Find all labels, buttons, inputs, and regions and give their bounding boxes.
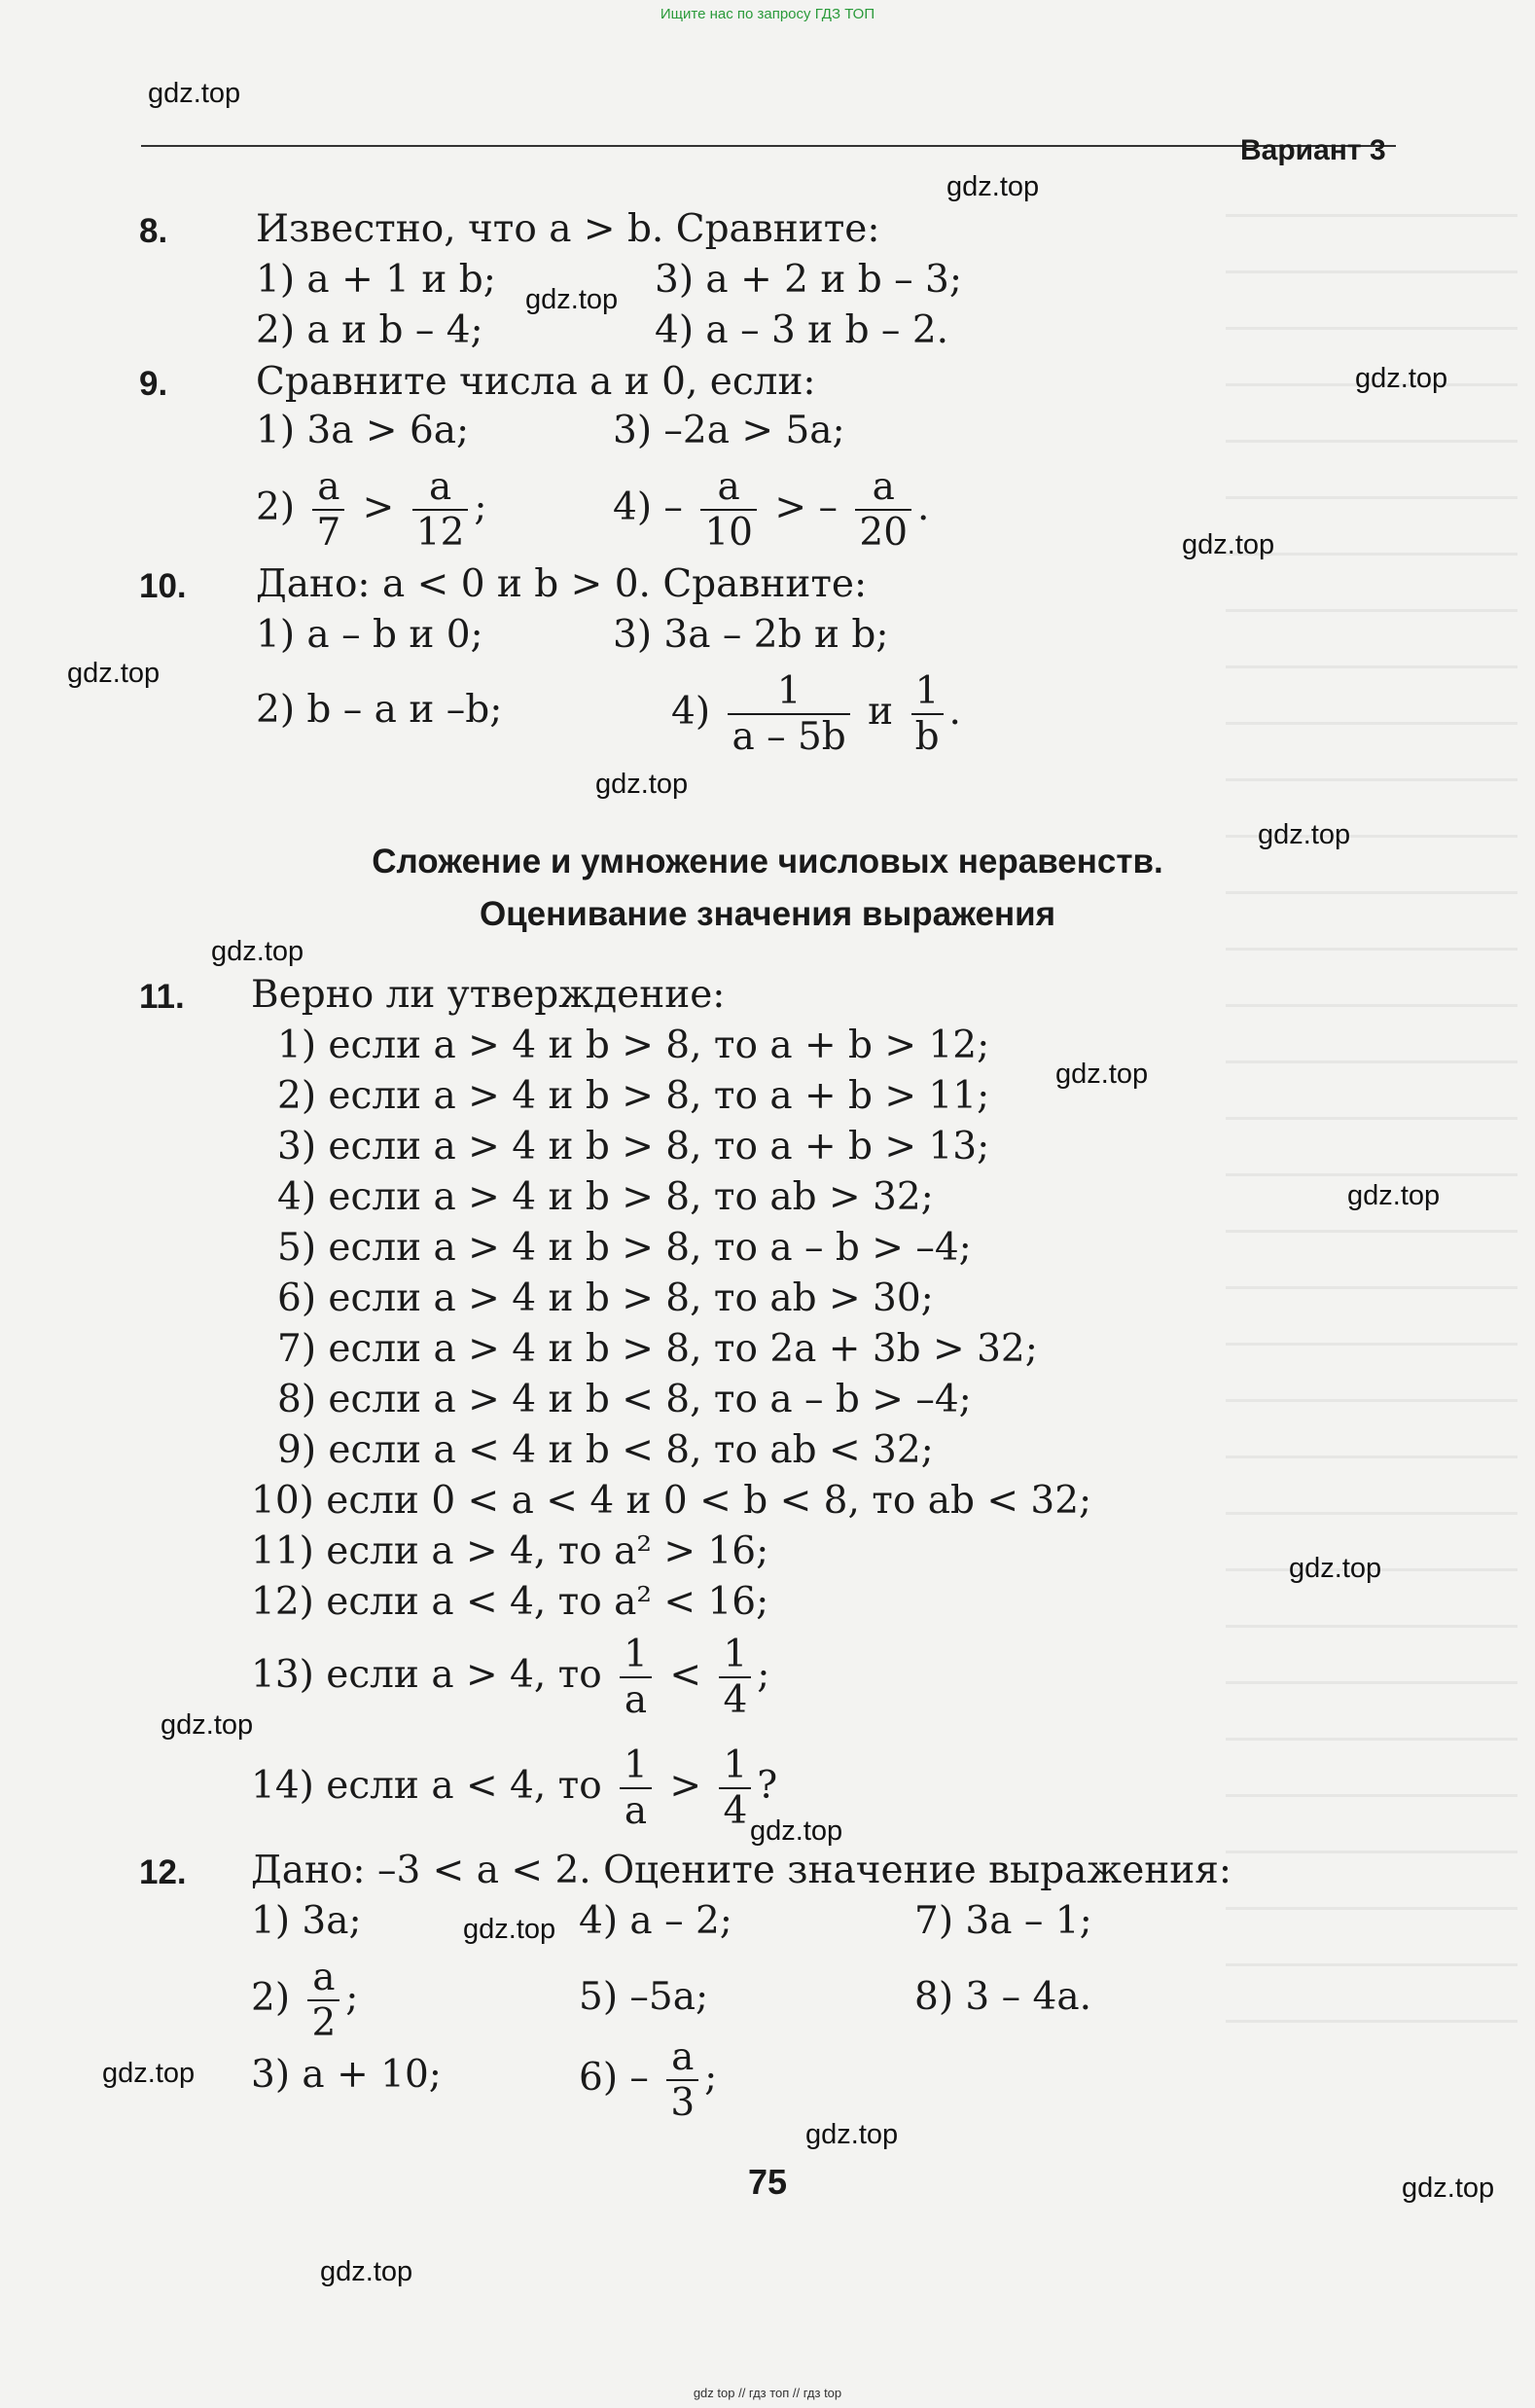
bottom-note: gdz top // гдз топ // гдз top [693,2386,842,2400]
watermark: gdz.top [211,936,304,967]
bleed-through-shadow [1226,214,1517,2063]
fraction: $\frac{a}{12}$ [412,465,469,555]
fraction: $\frac{a}{20}$ [855,465,911,555]
fraction: $\frac{1}{4}$ [719,1743,751,1833]
variant-label: Вариант 3 [1240,134,1386,166]
problem-item: 4) a – 3 и b – 2. [655,308,949,352]
watermark: gdz.top [320,2256,413,2287]
problem-intro: Дано: –3 < a < 2. Оцените значение выражения: [251,1849,1232,1892]
problem-item: 3) –2a > 5a; [613,409,845,452]
page-number: 75 [747,2162,788,2202]
top-promo-note: Ищите нас по запросу ГДЗ ТОП [660,6,875,22]
problem-number: 9. [139,365,168,403]
fraction: $\frac{a}{10}$ [700,465,757,555]
statement-item-fraction: 14) если a < 4, то $\frac{1}{a}$ > $\frac{1}{4}$ ? [251,1743,778,1833]
watermark: gdz.top [1347,1180,1441,1211]
problem-item: 2) b – a и –b; [256,688,503,732]
problem-intro: Известно, что a > b. Сравните: [256,207,880,251]
watermark: gdz.top [67,658,161,689]
watermark: gdz.top [595,769,689,800]
watermark: gdz.top [1402,2173,1495,2204]
statement-item: 12) если a < 4, то a² < 16; [251,1580,769,1624]
statement-item: 1) если a > 4 и b > 8, то a + b > 12; [277,1024,990,1067]
problem-item: 7) 3a – 1; [914,1899,1092,1943]
problem-item: 5) –5a; [579,1975,709,2019]
watermark: gdz.top [161,1709,254,1741]
watermark: gdz.top [1355,363,1448,394]
statement-item: 11) если a > 4, то a² > 16; [251,1529,769,1573]
section-heading: Сложение и умножение числовых неравенств. [372,843,1163,881]
statement-item: 10) если 0 < a < 4 и 0 < b < 8, то ab < 32; [251,1479,1092,1523]
statement-item-fraction: 13) если a > 4, то $\frac{1}{a}$ < $\frac{1}{4}$ ; [251,1633,770,1722]
problem-item-fraction: 2) $\frac{a}{2}$ ; [251,1956,359,2045]
problem-intro: Дано: a < 0 и b > 0. Сравните: [256,562,868,606]
section-subheading: Оценивание значения выражения [479,895,1056,933]
problem-item: 1) 3a > 6a; [256,409,470,452]
statement-item: 6) если a > 4 и b > 8, то ab > 30; [277,1276,934,1320]
header-rule [141,145,1396,147]
statement-item: 4) если a > 4 и b > 8, то ab > 32; [277,1175,934,1219]
problem-item: 3) a + 10; [251,2053,442,2097]
statement-item: 7) если a > 4 и b > 8, то 2a + 3b > 32; [277,1327,1038,1371]
fraction: $\frac{a}{2}$ [307,1956,339,2045]
fraction: $\frac{a}{7}$ [312,465,344,555]
statement-item: 9) если a < 4 и b < 8, то ab < 32; [277,1428,934,1472]
problem-number: 10. [139,567,187,605]
fraction: $\frac{1}{a}$ [620,1633,652,1722]
problem-item-fraction: 4) – $\frac{a}{10}$ > – $\frac{a}{20}$ . [613,465,930,555]
problem-number: 11. [139,978,185,1016]
watermark: gdz.top [525,284,619,315]
problem-item: 1) a + 1 и b; [256,258,496,302]
problem-item: 1) a – b и 0; [256,613,483,657]
problem-item: 3) 3a – 2b и b; [613,613,889,657]
watermark: gdz.top [102,2058,196,2089]
statement-item: 3) если a > 4 и b > 8, то a + b > 13; [277,1125,990,1168]
watermark: gdz.top [148,78,241,109]
watermark: gdz.top [1258,819,1351,850]
problem-number: 8. [139,212,168,250]
fraction: $\frac{1}{4}$ [719,1633,751,1722]
fraction: $\frac{1}{b}$ [911,669,944,759]
fraction: $\frac{1}{a - 5b}$ [728,669,849,759]
watermark: gdz.top [946,171,1040,202]
problem-item: 8) 3 – 4a. [914,1975,1091,2019]
statement-item: 5) если a > 4 и b > 8, то a – b > –4; [277,1226,972,1270]
watermark: gdz.top [1182,529,1275,560]
fraction: $\frac{1}{a}$ [620,1743,652,1833]
watermark: gdz.top [1289,1553,1382,1584]
problem-item: 2) a и b – 4; [256,308,483,352]
problem-item-fraction: 6) – $\frac{a}{3}$ ; [579,2035,718,2125]
fraction: $\frac{a}{3}$ [666,2035,698,2125]
problem-item: 4) a – 2; [579,1899,732,1943]
statement-item: 2) если a > 4 и b > 8, то a + b > 11; [277,1074,990,1118]
problem-item-fraction: 4) $\frac{1}{a - 5b}$ и $\frac{1}{b}$ . [671,669,961,759]
problem-intro: Верно ли утверждение: [251,973,726,1017]
problem-item: 3) a + 2 и b – 3; [655,258,962,302]
statement-item: 8) если a > 4 и b < 8, то a – b > –4; [277,1378,972,1421]
problem-item-fraction: 2) $\frac{a}{7}$ > $\frac{a}{12}$ ; [256,465,487,555]
problem-number: 12. [139,1853,187,1891]
watermark: gdz.top [805,2119,899,2150]
watermark: gdz.top [750,1815,843,1847]
watermark: gdz.top [1055,1059,1149,1090]
problem-intro: Сравните числа a и 0, если: [256,360,816,404]
watermark: gdz.top [463,1914,556,1945]
problem-item: 1) 3a; [251,1899,362,1943]
